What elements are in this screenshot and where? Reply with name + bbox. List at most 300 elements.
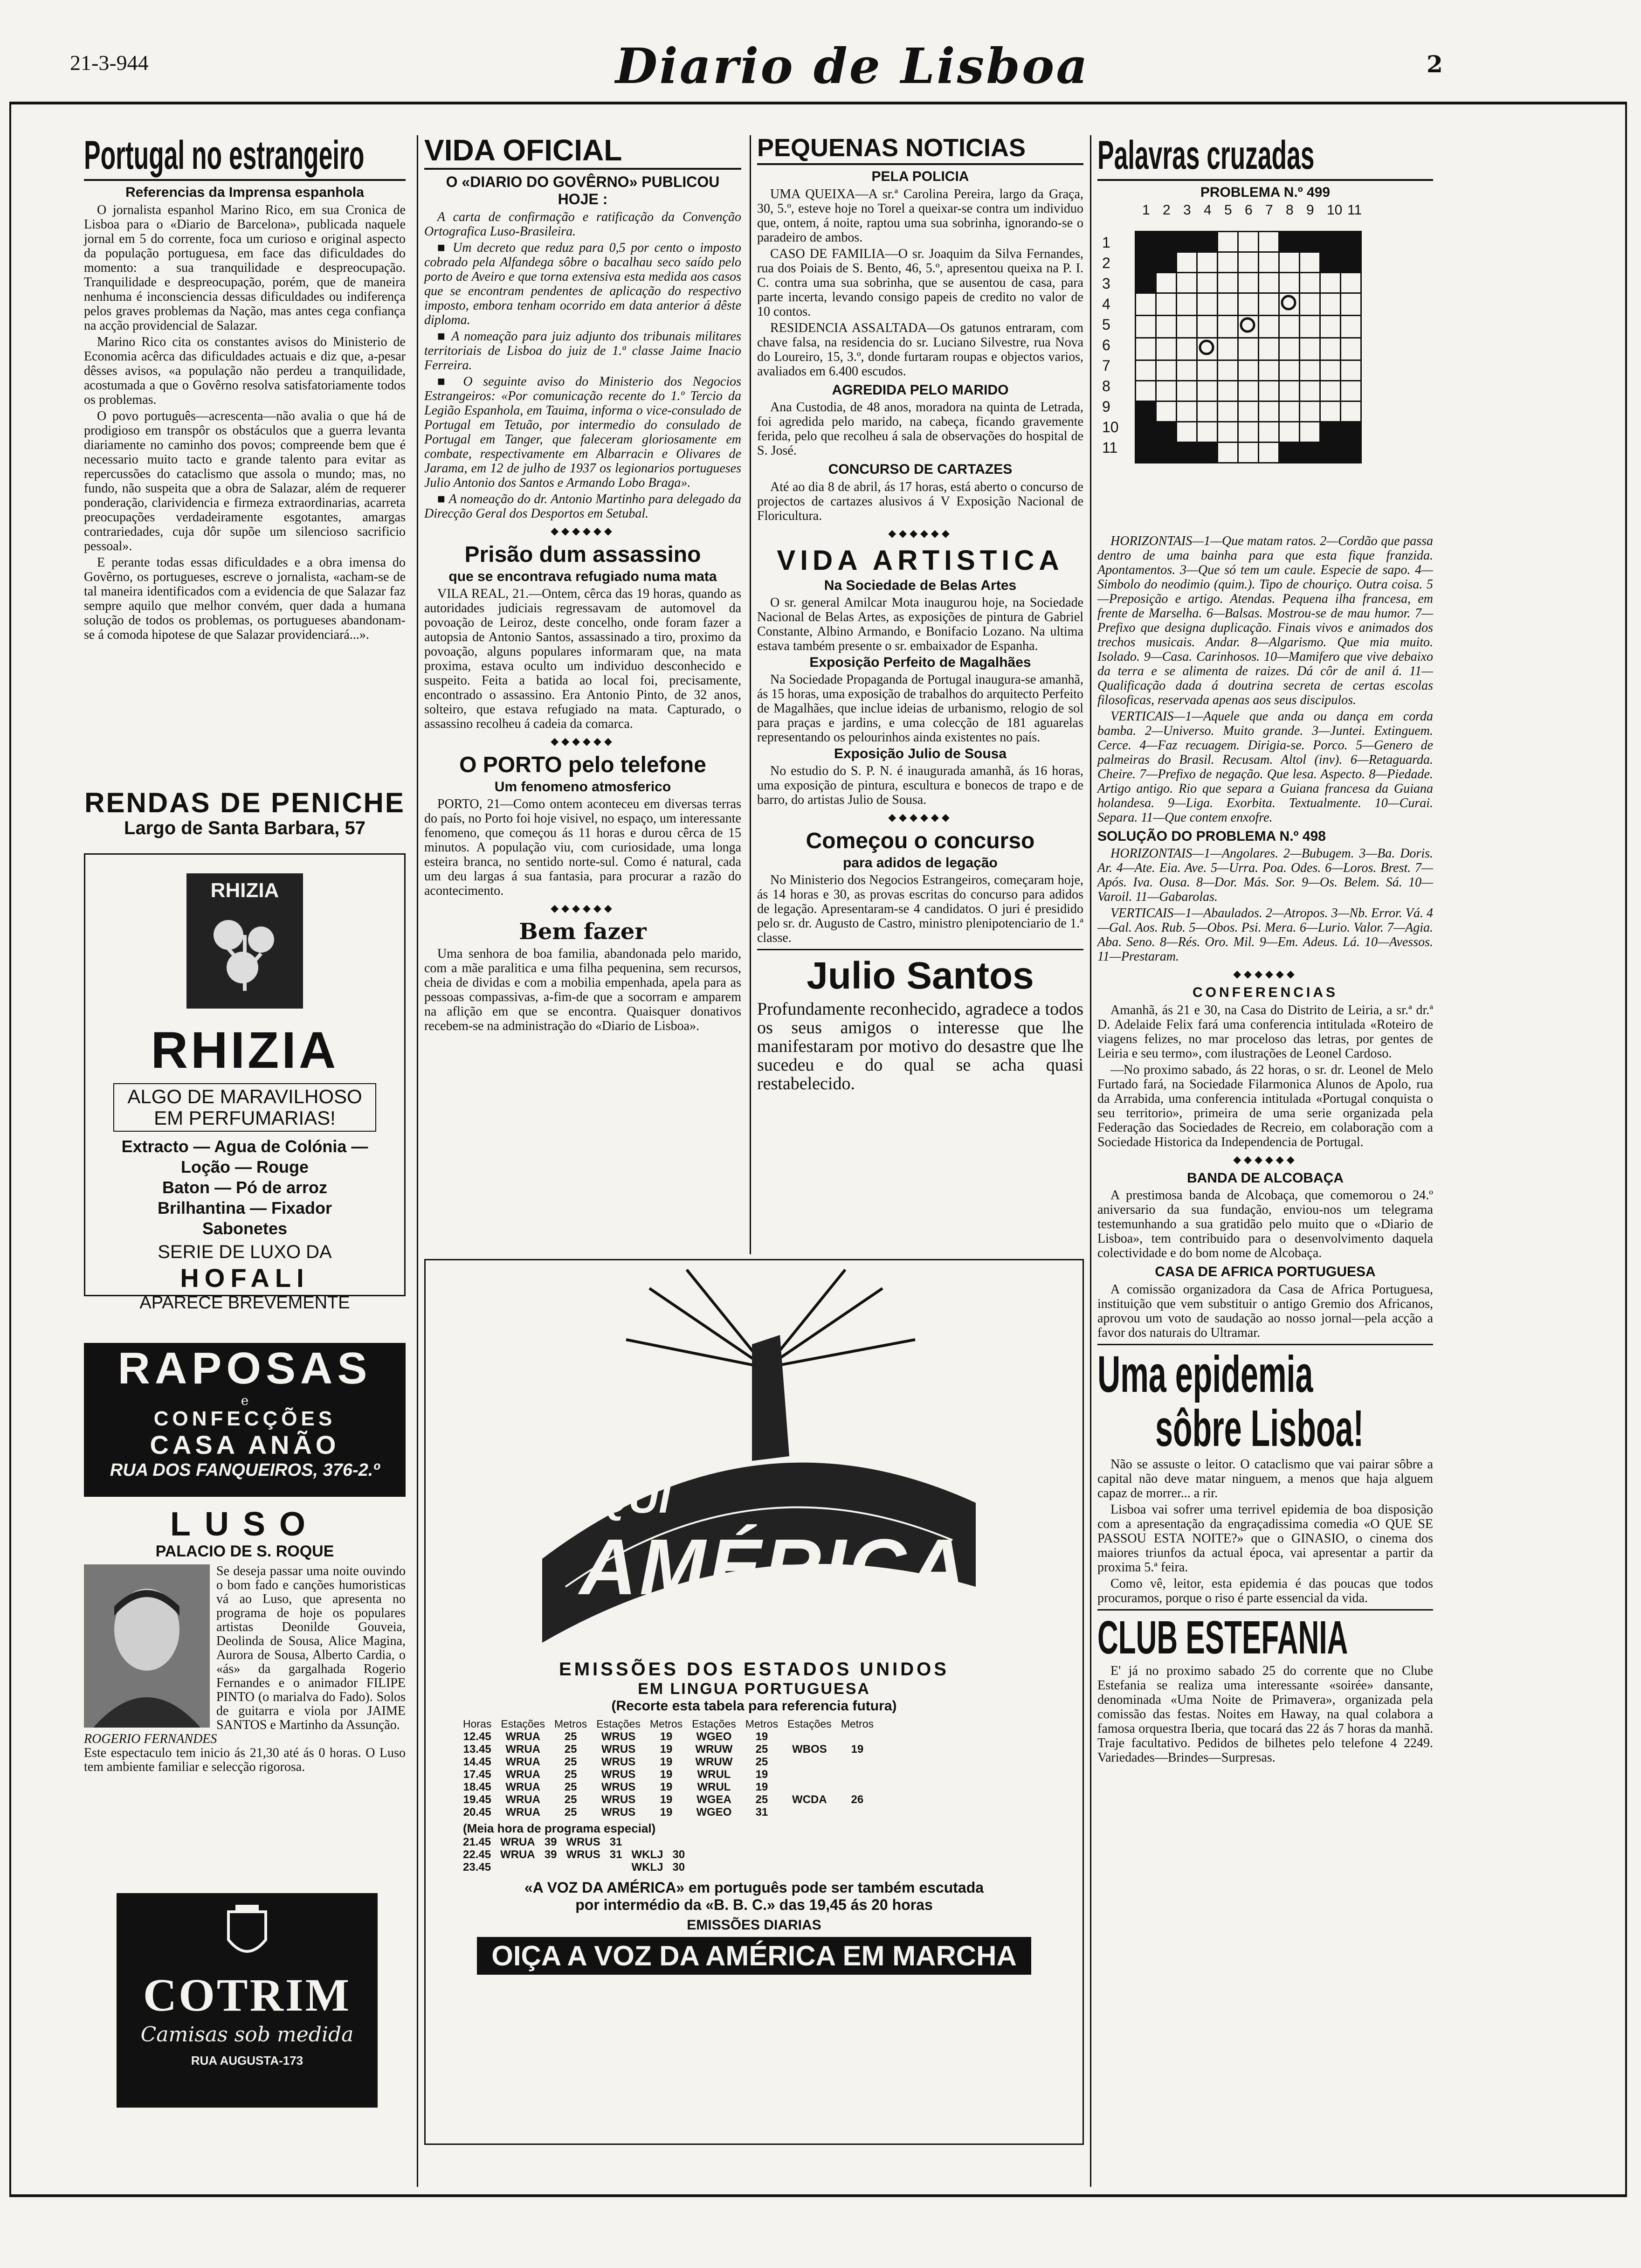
paragraph: UMA QUEIXA—A sr.ª Carolina Pereira, largo da Graça, 30, 5.º, esteve hoje no Torel a queixar-se contra um individuo que, ontem, á noite, raptou uma sua sobrinha, ignorando-se o paradeiro de ambos.: [757, 187, 1083, 245]
gov-item: [424, 329, 741, 373]
grid-cell[interactable]: [1259, 401, 1279, 422]
gov-item-text: O seguinte aviso do Ministerio dos Negocios Estrangeiros: «Por comunicação recente do 1.º Tercio da Legião Espanhola, em Tauima, informa o vice-consulado de Portugal em Tetuão, por intermedio do consulado de Portugal em Tanger, que faleceram gloriosamente em combate, respectivamente em Albarracin e Olivares de Jarama, em 12 de julho de 1937 os legionarios portugueses Julio Antonio dos Santos e Armando Lobo Braga».: [424, 374, 741, 490]
grid-cell-black: [1300, 231, 1320, 252]
column-number: 10: [1327, 202, 1343, 218]
grid-cell[interactable]: [1259, 315, 1279, 338]
grid-cell[interactable]: [1136, 380, 1156, 401]
luso-caption: [84, 1732, 406, 1746]
grid-cell[interactable]: [1279, 401, 1300, 422]
schedule-note: (Recorte esta tabela para referencia futura): [611, 1698, 897, 1714]
schedule-cell: WCDA: [792, 1793, 827, 1806]
grid-cell-black: [1177, 442, 1197, 463]
circle-icon: [1239, 316, 1256, 334]
luso-title: LUSO: [170, 1506, 319, 1543]
schedule-cell: 19: [660, 1806, 673, 1819]
rhizia-tagline: [113, 1083, 376, 1132]
schedule-cell: WBOS: [792, 1743, 827, 1756]
col-header: Estações: [596, 1718, 641, 1730]
row-number: 9: [1102, 398, 1110, 415]
grid-cell[interactable]: [1156, 293, 1177, 315]
product-line: Sabonetes: [202, 1219, 288, 1238]
grid-cell[interactable]: [1177, 401, 1197, 422]
row-number: 7: [1102, 357, 1110, 374]
schedule-row: [458, 1793, 878, 1806]
paragraph: O povo português—acrescenta—não avalia o que há de prodigioso em transpôr os obstáculos que a guerra levanta diariamente no caminho dos povos; compreende bem que é necessario muito tacto e grande talento para evitar as repercussões do cataclismo que assola o mundo; mas, no fundo, não suspeita que a obra de Salazar, além de requerer ponderação, clarividencia e firmeza extraordinarias, acarreta preocupações verdadeiramente esgotantes, amargas contrariedades, cuja dôr supõe um silencioso sacrificio pessoal».: [84, 408, 406, 553]
flower-icon: [200, 907, 289, 996]
banda-headline: BANDA DE ALCOBAÇA: [1186, 1170, 1344, 1186]
column-rule-1: [417, 135, 418, 2187]
section-rule: [84, 179, 406, 181]
grid-cell[interactable]: [1156, 315, 1177, 338]
grid-cell[interactable]: [1238, 380, 1259, 401]
column-number: 2: [1163, 202, 1171, 218]
schedule-cell: WRUS: [566, 1848, 600, 1861]
raposas-line: CONFECÇÕES: [153, 1407, 336, 1430]
grid-cell-black: [1279, 231, 1300, 252]
luso-photo: [84, 1564, 210, 1728]
schedule-cell: 31: [609, 1848, 622, 1861]
grid-cell[interactable]: [1259, 231, 1279, 252]
schedule-body: [458, 1836, 708, 1874]
divider: ◆◆◆◆◆◆: [1233, 1153, 1297, 1165]
schedule-cell: WRUA: [505, 1781, 540, 1793]
bullet-icon: ■: [437, 329, 452, 344]
grid-cell[interactable]: [1197, 401, 1218, 422]
bullet-icon: ■: [437, 240, 453, 255]
grid-cell[interactable]: [1218, 422, 1238, 442]
crossword: [1097, 203, 1433, 534]
grid-cell-black: [1177, 231, 1197, 252]
grid-cell[interactable]: [1197, 360, 1218, 380]
bottom-rule: [9, 2194, 1627, 2197]
grid-cell[interactable]: [1218, 360, 1238, 380]
schedule-cell: 19: [660, 1756, 673, 1768]
schedule-cell: 23.45: [463, 1861, 491, 1874]
cotrim-ad: [117, 1893, 378, 2108]
schedule-cell: [836, 1756, 878, 1768]
agredida-headline: AGREDIDA PELO MARIDO: [832, 382, 1009, 398]
schedule-cell: 39: [544, 1848, 557, 1861]
schedule-row: [458, 1756, 878, 1768]
grid-cell[interactable]: [1300, 338, 1320, 360]
schedule-cell: 25: [564, 1743, 577, 1756]
grid-cell[interactable]: [1218, 315, 1238, 338]
schedule-half-hour: (Meia hora de programa especial): [463, 1821, 656, 1835]
grid-cell-black: [1136, 401, 1156, 422]
schedule-cell: 20.45: [463, 1806, 491, 1819]
epidemia-line-2: sôbre Lisboa!: [1155, 1399, 1364, 1457]
paragraph: Marino Rico cita os constantes avisos do Ministerio de Economia acêrca das dificuldades actuais e diz que, a-pesar dêsses avisos, «a população não perdeu a tranquilidade, acostumada a que o Govêrno resolva satisfatoriamente todos os problemas.: [84, 334, 406, 407]
prisao-subhead: que se encontrava refugiado numa mata: [448, 568, 717, 584]
schedule-cell: 39: [544, 1836, 557, 1848]
schedule-cell: WRUS: [601, 1768, 636, 1781]
paragraph: O jornalista espanhol Marino Rico, em sua Cronica de Lisboa para o «Diario de Barcelona», publicada naquele jornal em 5 do corrente, foca um curioso e original aspecto da população portuguesa, em face das dificuldades do momento: a sua tranquilidade e despreocupação. Tranquilidade e despreocupação, porém, que de maneira nenhuma é inconsciencia dessas dificuldades ou indiferença pelos graves problemas da Nação, mas antes cega confiança na acção providencial de Salazar.: [84, 202, 406, 333]
schedule-table: [458, 1718, 878, 1819]
row-number: 4: [1102, 295, 1110, 312]
prisao-headline: Prisão dum assassino: [464, 542, 701, 567]
grid-row: [1136, 422, 1361, 442]
grid-cell[interactable]: [1259, 293, 1279, 315]
schedule-cell: 19: [660, 1793, 673, 1806]
clues-vertical: VERTICAIS—1—Aquele que anda ou dança em corda bamba. 2—Universo. Muito grande. 3—Juntei. Extinguem. Cerce. 4—Faz recuagem. Dirigia-se. Porco. 5—Genero de palmeiras do Brasil. Recusam. Altol (inv). 6—Retaguarda. Cheire. 7—Prefixo de negação. Que lesa. Aspecto. 8—Piedade. Artigo antigo. Rio que separa a Guiana francesa da Guiana holandesa. 9—Liga. Exorbita. Textualmente. 10—Curai. Separa. 11—Que contem enxofre.: [1097, 709, 1433, 825]
paragraph: —No proximo sabado, ás 22 horas, o sr. dr. Leonel de Melo Furtado fará, na Sociedade Filarmonica Alunos de Apolo, rua da Arrabida, uma conferencia intitulada «Portugal conquista o seu territorio», primeira de uma serie organizada pela Federação das Sociedades de Recreio, em colaboração com a Sociedade Historica da Independencia de Portugal.: [1097, 1062, 1433, 1149]
grid-cell[interactable]: [1197, 422, 1218, 442]
gov-item: A carta de confirmação e ratificação da Convenção Ortografica Luso-Brasileira.: [424, 209, 741, 239]
schedule-row: [458, 1743, 878, 1756]
grid-cell[interactable]: [1259, 272, 1279, 293]
grid-cell[interactable]: [1197, 380, 1218, 401]
luso-text: Se deseja passar uma noite ouvindo o bom fado e canções humoristicas vá ao Luso, que apresenta no programa de hoje os populares artistas Deonilde Gouveia, Deolinda de Sousa, Alice Magina, Aurora de Sousa, Alberto Cardia, o «ás» da gargalhada Rogerio Fernandes e o animador FILIPE PINTO (o marialva do Fado). Solos de guitarra e viola por JAIME SANTOS e Martinho da Assunção.: [216, 1564, 406, 1732]
row-number: 11: [1102, 439, 1118, 456]
grid-cell[interactable]: [1320, 380, 1341, 401]
schedule-cell: [689, 1836, 699, 1848]
grid-cell[interactable]: [1177, 360, 1197, 380]
divider: ◆◆◆◆◆◆: [888, 527, 952, 539]
schedule-cell: 22.45: [463, 1848, 491, 1861]
grid-cell[interactable]: [1177, 252, 1197, 272]
grid-cell-black: [1156, 231, 1177, 252]
grid-cell[interactable]: [1279, 272, 1300, 293]
grid-cell[interactable]: [1238, 422, 1259, 442]
schedule-cell: 19.45: [463, 1793, 491, 1806]
foot-line: EMISSÕES DIARIAS: [687, 1917, 821, 1933]
grid-row: [1136, 338, 1361, 360]
grid-cell[interactable]: [1320, 401, 1341, 422]
schedule-cell: WRUA: [505, 1730, 540, 1743]
grid-cell[interactable]: [1177, 293, 1197, 315]
col-header: Estações: [501, 1718, 545, 1730]
schedule-cell: WRUS: [601, 1781, 636, 1793]
grid-row: [1136, 293, 1361, 315]
issue-date: 21-3-944: [70, 51, 149, 75]
schedule-cell: WGEO: [696, 1806, 732, 1819]
paragraph: Até ao dia 8 de abril, ás 17 horas, está aberto o concurso de projectos de cartazes alusivos á V Exposição Nacional de Floricultura.: [757, 479, 1083, 523]
portrait-icon: [84, 1564, 210, 1728]
column-vida-oficial: [424, 135, 741, 1254]
grid-cell[interactable]: [1320, 338, 1341, 360]
col-header: Metros: [745, 1718, 779, 1730]
divider: ◆◆◆◆◆◆: [551, 735, 615, 747]
grid-cell-black: [1341, 231, 1361, 252]
schedule-cell: WRUA: [505, 1756, 540, 1768]
schedule-cell: WRUA: [505, 1806, 540, 1819]
perfeito-headline: Exposição Perfeito de Magalhães: [809, 654, 1031, 670]
grid-cell[interactable]: [1177, 315, 1197, 338]
schedule-cell: WRUA: [500, 1848, 535, 1861]
conferencias-headline: CONFERENCIAS: [1192, 985, 1338, 1000]
grid-cell[interactable]: [1300, 380, 1320, 401]
grid-cell[interactable]: [1238, 231, 1259, 252]
paragraph: O sr. general Amilcar Mota inaugurou hoje, na Sociedade Nacional de Belas Artes, as exposições de pintura de Gabriel Constante, Albino Armando, e Bonifacio Lozano. Na ultima estava também presente o sr. embaixador de Espanha.: [757, 595, 1083, 653]
grid-cell[interactable]: [1218, 252, 1238, 272]
schedule-row: [458, 1848, 708, 1861]
schedule-cell: WRUA: [505, 1793, 540, 1806]
julio-headline: Exposição Julio de Sousa: [834, 746, 1007, 761]
paragraph: RESIDENCIA ASSALTADA—Os gatunos entraram, com chave falsa, na residencia do sr. Luciano Silvestre, rua Nova do Loureiro, 15, 3.º, donde furtaram roupas e objectos varios, avaliados em 6.400 escudos.: [757, 320, 1083, 379]
grid-cell[interactable]: [1218, 272, 1238, 293]
grid-cell[interactable]: [1136, 360, 1156, 380]
rule: [1097, 1344, 1433, 1345]
foot-line: por intermédio da «B. B. C.» das 19,45 ás 20 horas: [575, 1896, 933, 1913]
grid-cell[interactable]: [1320, 360, 1341, 380]
schedule-cell: 30: [672, 1861, 685, 1874]
grid-cell[interactable]: [1177, 338, 1197, 360]
grid-cell[interactable]: [1197, 315, 1218, 338]
paragraph: No estudio do S. P. N. é inaugurada amanhã, ás 16 horas, uma exposição de pintura, escultura e bonecos de trapo e de barro, do artistas Julio de Sousa.: [757, 763, 1083, 807]
grid-cell[interactable]: [1197, 293, 1218, 315]
grid-cell[interactable]: [1177, 272, 1197, 293]
column-rule-2: [750, 135, 751, 1254]
rhizia-logo-text: RHIZIA: [210, 879, 279, 902]
grid-cell[interactable]: [1197, 272, 1218, 293]
grid-cell[interactable]: [1197, 338, 1218, 360]
grid-cell[interactable]: [1156, 380, 1177, 401]
schedule-header: [458, 1718, 878, 1730]
schedule-cell: WKLJ: [631, 1848, 663, 1861]
grid-cell[interactable]: [1300, 315, 1320, 338]
grid-cell[interactable]: [1300, 401, 1320, 422]
crest-icon: [219, 1902, 275, 1968]
schedule-cell: [605, 1861, 627, 1874]
grid-cell[interactable]: [1279, 293, 1300, 315]
grid-cell[interactable]: [1279, 422, 1300, 442]
frame-right: [1625, 102, 1627, 2195]
grid-cell[interactable]: [1259, 338, 1279, 360]
grid-cell[interactable]: [1238, 401, 1259, 422]
grid-cell[interactable]: [1238, 293, 1259, 315]
headline: Referencias da Imprensa espanhola: [125, 185, 364, 200]
circle-icon: [1280, 294, 1297, 311]
grid-cell[interactable]: [1218, 380, 1238, 401]
cotrim-tagline: Camisas sob medida: [140, 2023, 354, 2047]
schedule-cell: 19: [660, 1743, 673, 1756]
grid-cell[interactable]: [1177, 422, 1197, 442]
grid-cell[interactable]: [1279, 360, 1300, 380]
schedule-cell: 19: [660, 1781, 673, 1793]
paragraph: E perante todas essas dificuldades e a obra imensa do Govêrno, os portugueses, escreve o jornalista, «acham-se de tal maneira identificados com a evidencia de que Salazar faz sempre aquilo que melhor convém, quer dada a humana solução de todos os problemas, os portugueses abandonam-se á comoda hipotese de que Salazar providenciará...».: [84, 555, 406, 642]
schedule-cell: 19: [755, 1730, 768, 1743]
grid-cell-black: [1136, 252, 1156, 272]
vida-artistica-headline: VIDA ARTISTICA: [777, 544, 1064, 576]
schedule-cell: [783, 1756, 836, 1768]
row-number: 10: [1102, 418, 1119, 436]
column-number: 7: [1265, 202, 1273, 218]
grid-cell[interactable]: [1341, 338, 1361, 360]
schedule-cell: [783, 1806, 836, 1819]
col-header: Metros: [841, 1718, 874, 1730]
grid-cell[interactable]: [1279, 252, 1300, 272]
grid-cell[interactable]: [1136, 315, 1156, 338]
schedule-cell: 25: [564, 1730, 577, 1743]
paragraph: Lisboa vai sofrer uma terrivel epidemia de boa disposição com a apresentação da engraçadissima comedia «O QUE SE PASSOU ESTA NOITE?» que o GINASIO, o cinema dos maiores triunfos da actual época, vai apresentar a partir da proxima 5.ª feira.: [1097, 1502, 1433, 1575]
grid-cell[interactable]: [1320, 272, 1341, 293]
schedule-cell: 25: [564, 1793, 577, 1806]
grid-cell[interactable]: [1156, 401, 1177, 422]
paragraph: Na Sociedade Propaganda de Portugal inaugura-se amanhã, ás 15 horas, uma exposição de trabalhos do arquitecto Perfeito de Magalhães, que inclue ideias de urbanismo, relogio de sol para praças e jardins, e uma colecção de 181 aguarelas representando os pelourinhos ainda existentes no país.: [757, 672, 1083, 745]
schedule-cell: [783, 1768, 836, 1781]
schedule-subtitle: EM LINGUA PORTUGUESA: [638, 1680, 870, 1698]
schedule-row: [458, 1768, 878, 1781]
grid-cell-black: [1156, 252, 1177, 272]
caption-line: FERNANDES: [144, 1732, 217, 1746]
column-number: 1: [1142, 202, 1150, 218]
schedule-cell: 12.45: [463, 1730, 491, 1743]
porto-subhead: Um fenomeno atmosferico: [494, 779, 671, 795]
grid-row: [1136, 252, 1361, 272]
row-number: 1: [1102, 234, 1110, 251]
clues-horizontal: HORIZONTAIS—1—Que matam ratos. 2—Cordão que passa dentro de uma bainha para que esta fique franzida. Apontamentos. 3—Que só tem um caule. Especie de sapo. 4—Simbolo do neodimio (quim.). Tipo de chouriço. Outra coisa. 5—Preposição e artigo. Atendas. Pequena ilha francesa, em frente de Marselha. 6—Balsas. Mostrou-se de mau humor. 7—Prefixo que designa duplicação. Finais vivos e animados dos trechos musicais. Andar. 8—Algarismo. Que mia muito. Isolado. 9—Casa. Carinhosos. 10—Mamifero que vive debaixo da terra e se alimenta de raizes. Dá côr de anil á. 11—Qualificação dada á doutrina secreta de certas escolas filosoficas, reservada apenas aos seus discipulos.: [1097, 533, 1433, 707]
schedule-cell: 25: [755, 1793, 768, 1806]
schedule-cell: 19: [755, 1768, 768, 1781]
schedule-cell: 25: [755, 1756, 768, 1768]
grid-cell[interactable]: [1300, 272, 1320, 293]
schedule-cell: 18.45: [463, 1781, 491, 1793]
grid-cell[interactable]: [1156, 338, 1177, 360]
schedule-cell: [561, 1861, 605, 1874]
grid-cell[interactable]: [1300, 360, 1320, 380]
luso-venue: PALACIO DE S. ROQUE: [155, 1542, 334, 1560]
grid-cell[interactable]: [1218, 293, 1238, 315]
column-pequenas-noticias: [757, 135, 1083, 1254]
grid-cell[interactable]: [1341, 272, 1361, 293]
product-line: Extracto — Agua de Colónia — Loção — Rouge: [121, 1137, 368, 1176]
grid-cell-black: [1341, 442, 1361, 463]
bem-headline: Bem fazer: [519, 918, 647, 945]
schedule-cell: [627, 1836, 668, 1848]
schedule-row: [458, 1836, 708, 1848]
grid-cell[interactable]: [1341, 380, 1361, 401]
grid-cell[interactable]: [1218, 338, 1238, 360]
grid-cell[interactable]: [1259, 360, 1279, 380]
column-number: 3: [1183, 202, 1191, 218]
circle-icon: [1198, 339, 1215, 356]
grid-cell[interactable]: [1320, 293, 1341, 315]
grid-cell-black: [1156, 422, 1177, 442]
vida-artistica-subhead: Na Sociedade de Belas Artes: [824, 577, 1017, 593]
grid-cell[interactable]: [1156, 360, 1177, 380]
schedule-cell: 21.45: [463, 1836, 491, 1848]
divider: ◆◆◆◆◆◆: [1233, 968, 1297, 980]
schedule-row: [458, 1781, 878, 1793]
grid-cell-black: [1136, 231, 1156, 252]
grid-cell-black: [1341, 422, 1361, 442]
grid-cell[interactable]: [1279, 380, 1300, 401]
bullet-icon: ■: [437, 491, 449, 506]
schedule-cell: 31: [609, 1836, 622, 1848]
section-rule: [1097, 179, 1433, 181]
club-headline: CLUB ESTEFANIA: [1097, 1611, 1348, 1664]
schedule-cell: 25: [564, 1781, 577, 1793]
schedule-cell: 14.45: [463, 1756, 491, 1768]
porto-headline: O PORTO pelo telefone: [459, 752, 706, 777]
gov-item-text: Um decreto que reduz para 0,5 por cento o imposto cobrado pela Alfandega sôbre o bacalhau seco saído pelo porto de Aveiro e que torna extensiva esta medida aos casos que se encontram pendentes de aplicação do respectivo imposto, embora tenham ocorrido em data anterior á dêste diploma.: [424, 240, 741, 327]
schedule-cell: 25: [564, 1756, 577, 1768]
crossword-grid: [1135, 231, 1362, 463]
grid-cell[interactable]: [1279, 338, 1300, 360]
product-line: Brilhantina — Fixador: [157, 1198, 332, 1217]
grid-cell[interactable]: [1300, 293, 1320, 315]
schedule-cell: 25: [564, 1768, 577, 1781]
grid-cell[interactable]: [1238, 252, 1259, 272]
paragraph: Uma senhora de boa familia, abandonada pelo marido, com a mãe paralitica e uma filha pequenina, sem recursos, cheia de dividas e com a mobilia empenhada, apela para as pessoas compassivas, a-fim-de que a socorram e amparem na aflição em que se encontra. Quaisquer donativos recebem-se na administração do «Diario de Lisboa».: [424, 947, 741, 1034]
grid-cell[interactable]: [1320, 315, 1341, 338]
col-header: Metros: [554, 1718, 587, 1730]
schedule-cell: WRUW: [695, 1743, 733, 1756]
grid-cell[interactable]: [1197, 252, 1218, 272]
grid-cell[interactable]: [1238, 338, 1259, 360]
grid-cell[interactable]: [1259, 422, 1279, 442]
raposas-line: CASA ANÃO: [150, 1430, 340, 1459]
grid-cell[interactable]: [1238, 272, 1259, 293]
grid-cell[interactable]: [1177, 380, 1197, 401]
schedule-cell: WRUS: [601, 1806, 636, 1819]
schedule-cell: [689, 1861, 699, 1874]
schedule-cell: [699, 1848, 708, 1861]
grid-cell[interactable]: [1341, 315, 1361, 338]
rendas-address: Largo de Santa Barbara, 57: [124, 818, 365, 838]
grid-cell-black: [1341, 252, 1361, 272]
grid-cell[interactable]: [1341, 360, 1361, 380]
schedule-cell: [540, 1861, 562, 1874]
grid-cell[interactable]: [1341, 293, 1361, 315]
column-number: 4: [1204, 202, 1212, 218]
schedule-cell: 31: [755, 1806, 768, 1819]
grid-cell-black: [1197, 231, 1218, 252]
grid-cell[interactable]: [1136, 293, 1156, 315]
raposas-e: e: [241, 1393, 249, 1408]
grid-cell[interactable]: [1218, 442, 1238, 463]
grid-cell[interactable]: [1341, 401, 1361, 422]
schedule-cell: 19: [660, 1768, 673, 1781]
tagline-line: EM PERFUMARIAS!: [154, 1107, 336, 1129]
column-number: 9: [1306, 202, 1314, 218]
grid-cell[interactable]: [1238, 360, 1259, 380]
solution-horizontal: HORIZONTAIS—1—Angolares. 2—Bubugem. 3—Ba. Doris. Ar. 4—Ate. Eia. Ave. 5—Urra. Poa. Odes. 6—Loros. Brest. 7—Após. Iva. Ousa. 8—Dor. Más. Sor. 9—Os. Belem. Sá. 10—Varoil. 11—Gabarolas.: [1097, 846, 1433, 904]
headline: O «DIARIO DO GOVÊRNO» PUBLICOU HOJE :: [446, 173, 720, 207]
schedule-row: [458, 1806, 878, 1819]
schedule-cell: 30: [672, 1848, 685, 1861]
grid-cell[interactable]: [1156, 272, 1177, 293]
masthead-rule: [9, 102, 1627, 104]
raposas-ad: [84, 1343, 406, 1497]
col-header: Metros: [649, 1718, 683, 1730]
newspaper-title: Diario de Lisboa: [615, 37, 1089, 95]
grid-cell[interactable]: [1218, 401, 1238, 422]
grid-cell[interactable]: [1136, 338, 1156, 360]
tagline-line: ALGO DE MARAVILHOSO: [127, 1086, 362, 1107]
column-number: 11: [1347, 202, 1362, 218]
grid-cell[interactable]: [1238, 442, 1259, 463]
grid-cell[interactable]: [1259, 442, 1279, 463]
schedule-cell: [783, 1781, 836, 1793]
schedule-cell: WRUS: [601, 1793, 636, 1806]
grid-cell[interactable]: [1259, 252, 1279, 272]
grid-cell[interactable]: [1218, 231, 1238, 252]
schedule-cell: 13.45: [463, 1743, 491, 1756]
schedule-cell: WGEA: [696, 1793, 731, 1806]
schedule-cell: WRUA: [500, 1836, 535, 1848]
schedule-cell: [699, 1836, 708, 1848]
schedule-cell: 26: [851, 1793, 864, 1806]
grid-cell[interactable]: [1279, 315, 1300, 338]
grid-cell[interactable]: [1300, 422, 1320, 442]
grid-cell[interactable]: [1300, 252, 1320, 272]
grid-cell[interactable]: [1259, 380, 1279, 401]
grid-cell[interactable]: [1238, 315, 1259, 338]
rhizia-logo-box: [186, 873, 303, 1009]
solution-vertical: VERTICAIS—1—Abaulados. 2—Atropos. 3—Nb. Error. Vá. 4—Gal. Aos. Rub. 5—Obos. Psi. Mera. 6—Lurio. Valor. 7—Agia. Aba. Seno. 8—Rés. Oro. Mil. 9—Em. Adeus. Lá. 10—Avessos. 11—Prestaram.: [1097, 906, 1433, 964]
rule: [757, 949, 1083, 950]
